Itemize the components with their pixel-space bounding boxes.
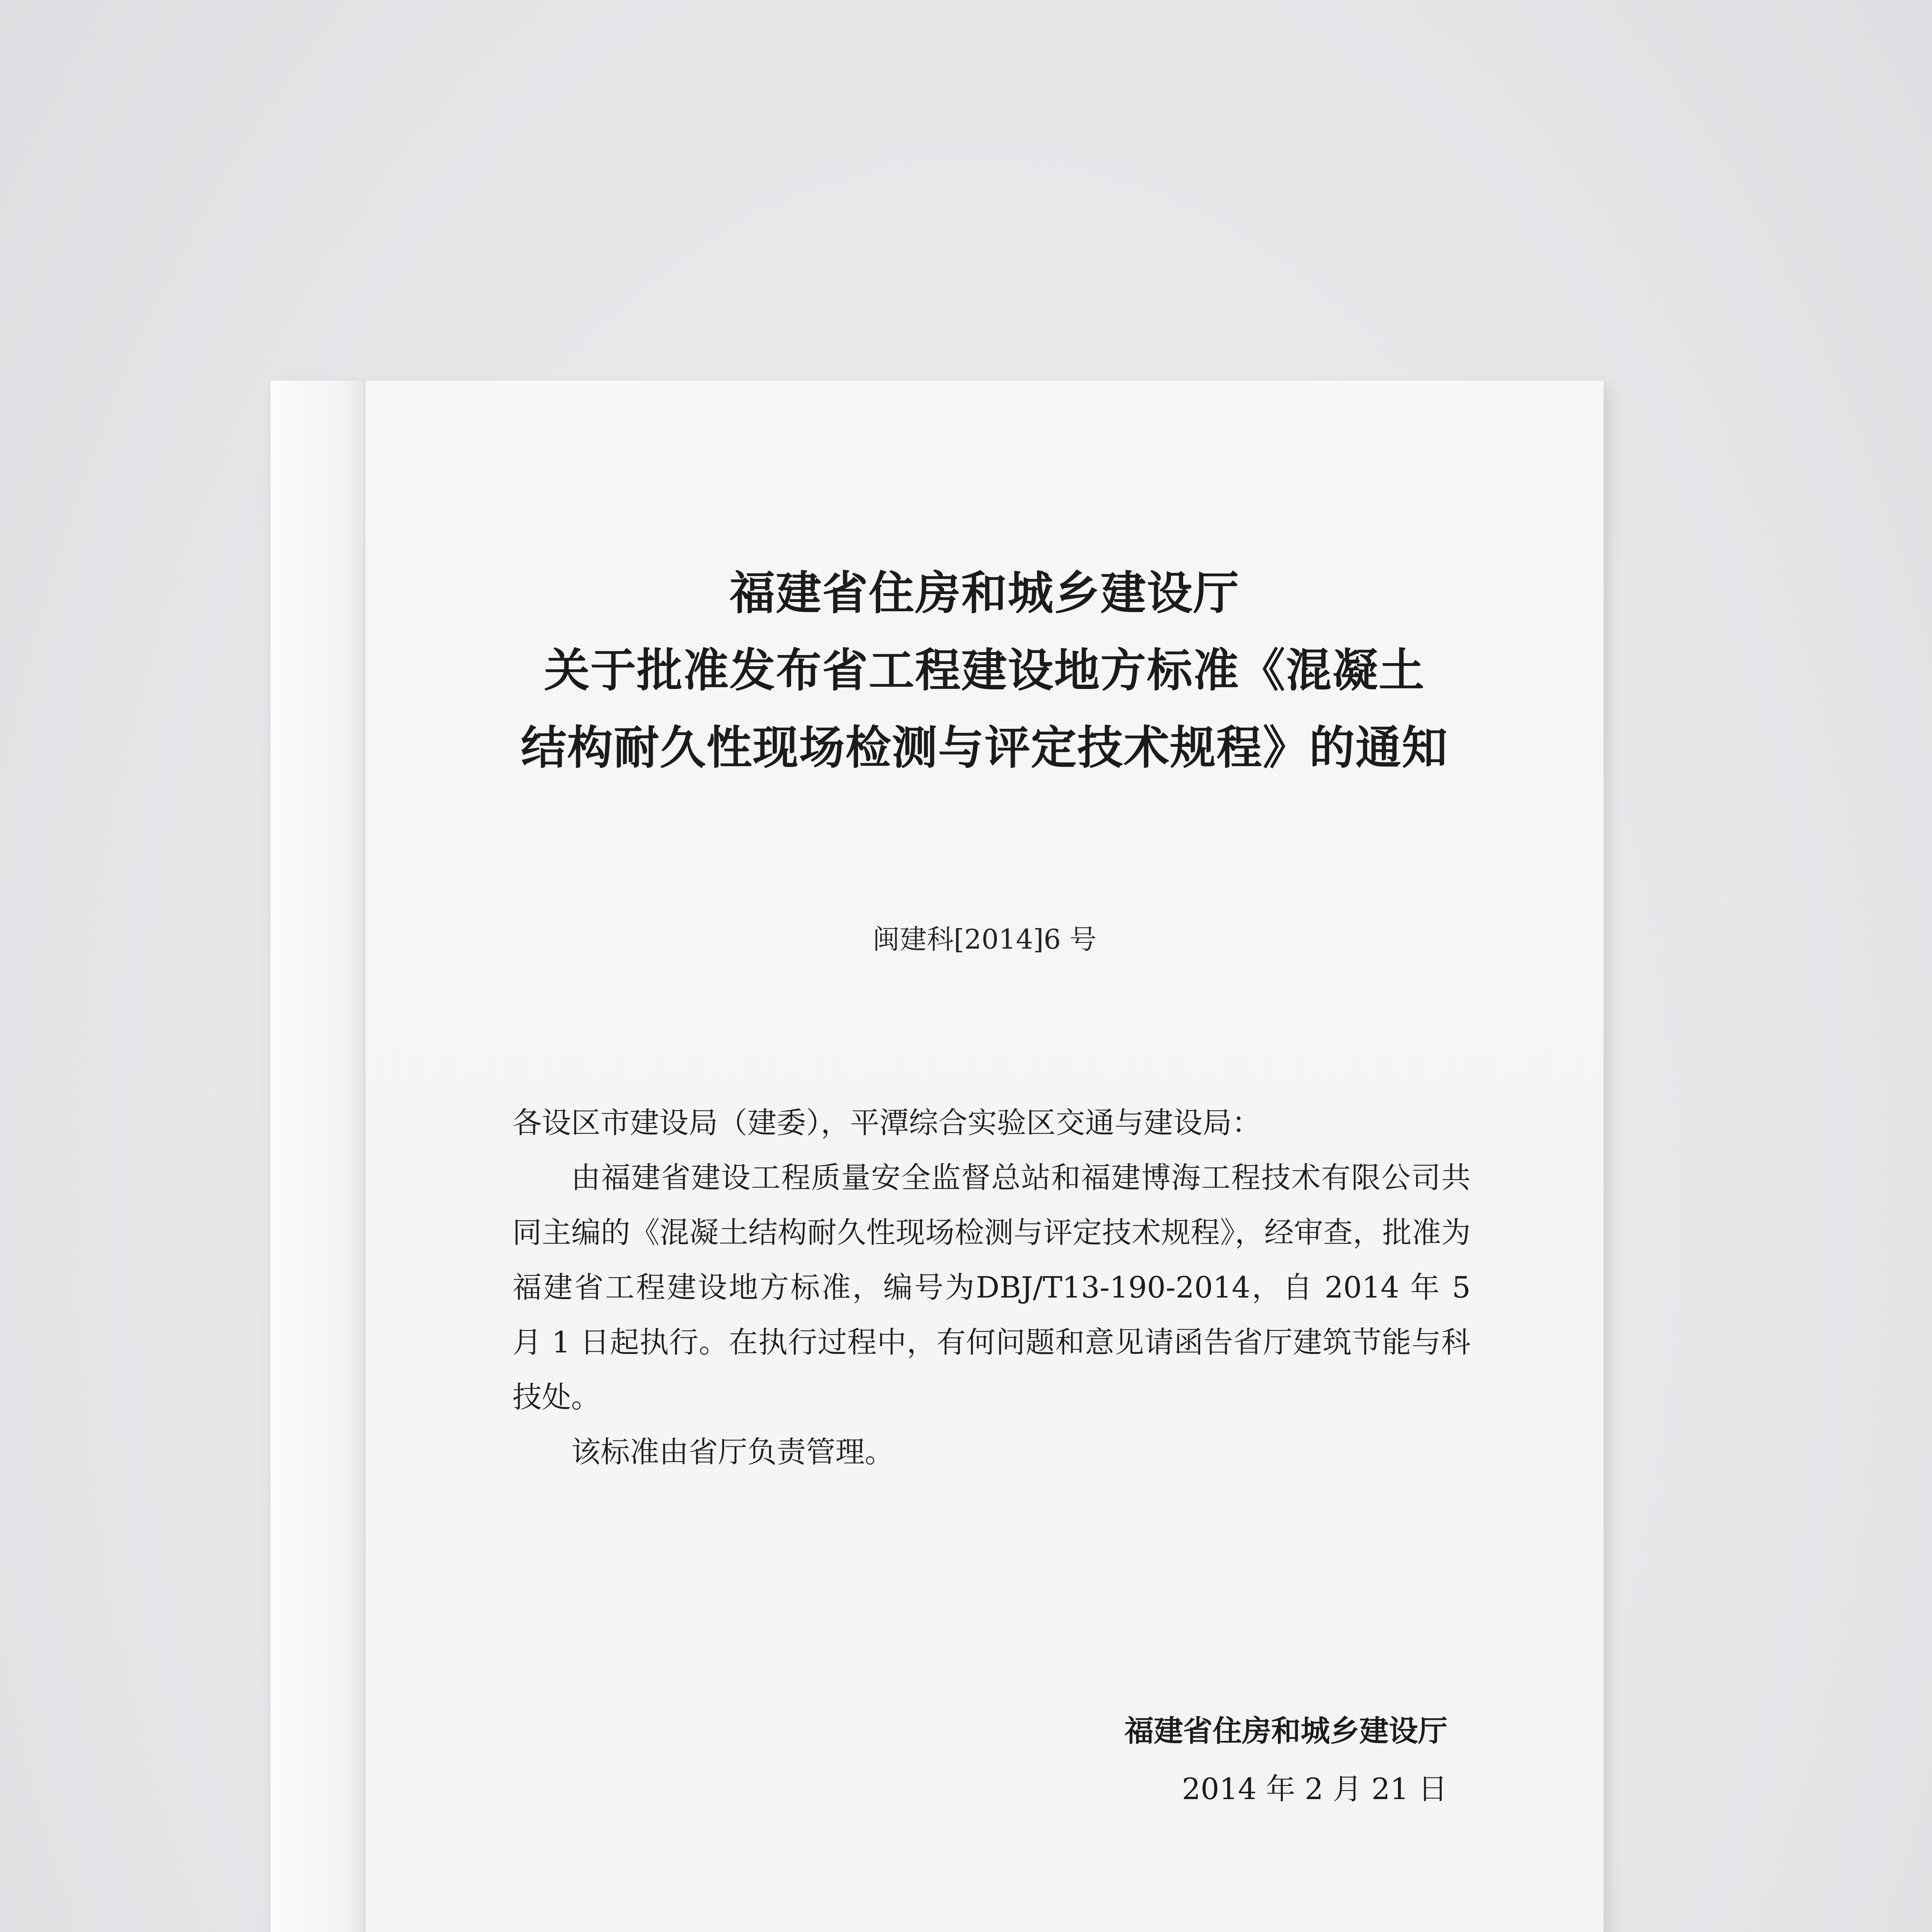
document-page: [366, 381, 1604, 1932]
notice-body: [512, 1095, 1471, 1480]
booklet: [270, 381, 1604, 1932]
document-number: 闽建科[2014]6 号: [872, 923, 1097, 955]
body-paragraph-1: 由福建省建设工程质量安全监督总站和福建博海工程技术有限公司共同主编的《混凝土结构耐久性现场检测与评定技术规程》，经审查，批准为福建省工程建设地方标准，编号为DBJ/T13-190-2014，自 2014 年 5 月 1 日起执行。在执行过程中，有何问题和意见请函告省厅建筑节能与科技处。: [512, 1160, 1471, 1414]
title-line-1: 福建省住房和城乡建设厅: [729, 566, 1240, 620]
issuing-organization: 福建省住房和城乡建设厅: [1124, 1714, 1447, 1748]
salutation: 各设区市建设局（建委），平潭综合实验区交通与建设局：: [512, 1105, 1261, 1140]
issue-date: 2014 年 2 月 21 日: [1182, 1772, 1447, 1806]
signature-block: [1022, 1702, 1447, 1818]
title-line-2: 关于批准发布省工程建设地方标准《混凝土: [544, 644, 1425, 697]
booklet-spine: [270, 381, 366, 1932]
notice-title: [366, 554, 1604, 786]
title-line-3: 结构耐久性现场检测与评定技术规程》的通知: [520, 721, 1448, 774]
body-paragraph-2: 该标准由省厅负责管理。: [571, 1435, 894, 1469]
